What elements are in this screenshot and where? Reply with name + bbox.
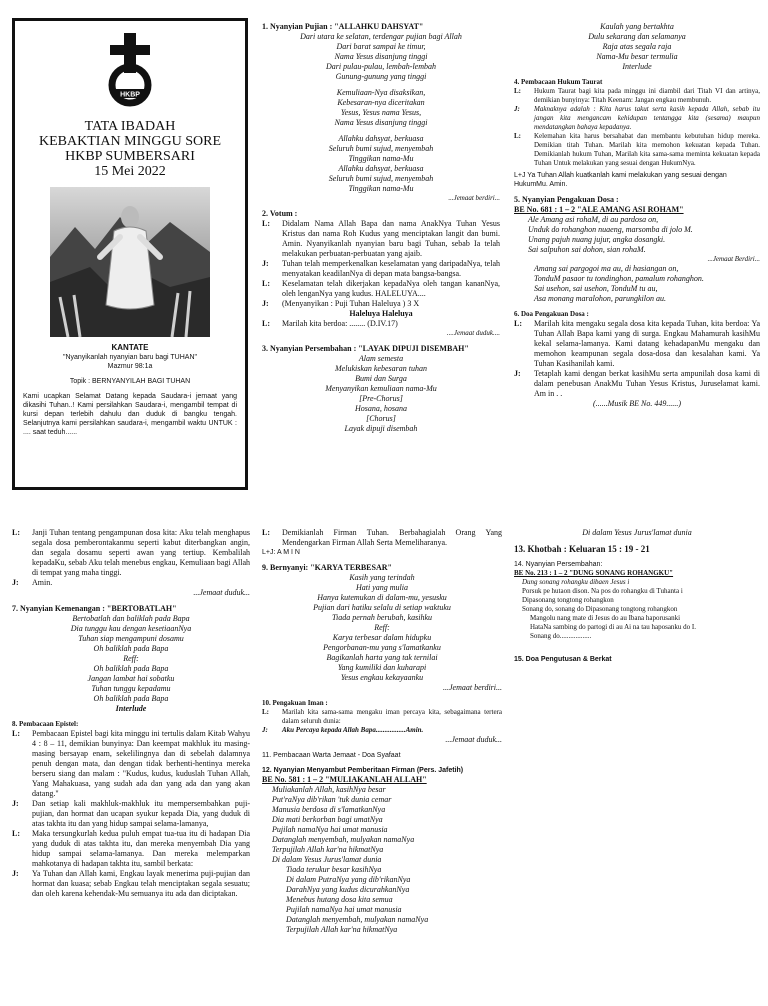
song-3-stanza-2: Kaulah yang bertakhta Dulu sekarang dan selamanya Raja atas segala raja Nama-Mu besar termulia Interlude <box>588 22 686 71</box>
blessing-heading: 15. Doa Pengutusan & Berkat <box>514 656 612 663</box>
votum-haleluya: Haleluya Haleluya <box>349 309 413 318</box>
votum-prayer: Marilah kita berdoa: ........ (D.IV.17) <box>282 319 398 328</box>
theme-label: KANTATE <box>111 343 149 352</box>
offering-song-stanza-1: Dung sonang rohangku dibaen Jesus i Porsuk pe hutaon dison. Na pos do rohangku di Tuhanta i Dipasonang tongtong rohangkon Sonang do, sonang do Dipasonang tongtong rohangkon <box>522 578 683 613</box>
song-1-stanza-2: Kemuliaan-Nya disaksikan, Kebesaran-nya diceritakan Yesus, Yesus nama Yesus, Nama Yesus disanjung tinggi <box>334 88 428 127</box>
offering-song-stanza-2: Mangolu nang mate di Jesus do au Ibana haporusanki HataNa sambing do partogi di au Ai na tau haposanku do I. Sonang do.................. <box>530 614 697 640</box>
order-panel-3: Kaulah yang bertakhta Dulu sekarang dan selamanya Raja atas segala raja Nama-Mu besar termulia Interlude 4. Pembacaan Hukum Taurat L: Hukum Taurat bagi kita pada minggu ini diambil dari Titah VI dan artinya, demikian bunyinya: Titah Keenam: Jangan engkau membunuh. J: Maknaknya adalah : Kita harus takut serta kasih kepada Allah, sebab itu jangan kita mengancam kehidupan tentangga kita (sesama) maupun mendatangkan bahaya kepadanya. L: Kelemahan kita harus bersahabat dan membantu kebutuhan hidup mereka. Demikian titah Tuhan. Marilah kita memohon kekuatan kepada Tuhan. Demikianlah hukum Tuhan, Marilah kita sama-sama meminta kekuatan kepada Tuhan Untuk melakukan yang sesuai dengan HukumNya. L+J Ya Tuhan Allah kuatkanlah kami melakukan yang sesuai dengan HukumMu. Amin. 5. Nyanyian Pengakuan Dosa : BE No. 681 : 1 – 2 "ALE AMANG ASI ROHAM" Ale Amang asi rohaM, di au pardosa on, Unduk do rohanghon nuaeng, marsomba di jolo M. Unang pajuh nuang jujur, angka dosangki. Sai salpuhon sai dohon, sian rohaM. ...Jemaat Berdiri... Amang sai pargogoi ma au, di hasiangan on, TonduM pasaor tu tondinghon, pamalum rohanghon. Sai usehon, sai usehon, TonduM tu au, Asa monang maralohon, parungkilon au. 6. Doa Pengakuan Dosa : L: Marilah kita mengaku segala dosa kita kepada Tuhan, kita berdoa: Ya Tuhan Allah Bapa kami yang di surga. Engkau Mahamurah kasihMu kekal selama-lamanya. Kami datang kehadapanMu mengaku dan memohon keampunan segala dosa-dosa dan kesalahan kami. Ya Tuhan Kasihanilah kami. J: Tetaplah kami dengan berkat kasihMu serta ampunilah dosa kami di dalam penebusan AnakMu Tuhan Yesus Kristus, Juruselamat kami. Am in . . (......Musik BE No. 449......) <box>514 22 760 408</box>
confession-song-ref: BE No. 681 : 1 – 2 "ALE AMANG ASI ROHAM" <box>514 205 684 214</box>
theme-ref: Mazmur 98:1a <box>107 363 153 370</box>
sermon-heading: 13. Khotbah : Keluaran 15 : 19 - 21 <box>514 544 650 554</box>
epistle-1: Pembacaan Epistel bagi kita minggu ini tertulis dalam Kitab Wahyu 4 : 8 – 11, demikian bunyinya: Dan keempat makhluk itu masing-masing bersayap enam, sekelilingnya dan di sebelah dalamnya penuh dengan mata, dan dengan tidak berhenti-hentinya mereka berseru siang dan malam : "Kudus, kudus, kuduslah Tuhan Allah, Yang Mahakuasa, yang sudah ada dan yang ada dan yang akan datang." <box>32 729 250 798</box>
song-12-heading: 12. Nyanyian Menyambut Pemberitaan Firman (Pers. Jafetih) <box>262 767 464 774</box>
song-12-last-line: Di dalam Yesus Jurus'lamat dunia <box>582 528 692 537</box>
topic: Topik : BERNYANYILAH BAGI TUHAN <box>69 378 191 385</box>
logo-text: HKBP <box>120 91 140 99</box>
votum-line-1: Didalam Nama Allah Bapa dan nama AnakNya Tuhan Yesus Kristus dan nama Roh Kudus yang menciptakan langit dan bumi. Amin. Nyanyikanlah nyanyian baru bagi Tuhan, sebab Ia telah melakukan perbuatan-perbuatan yang ajaib. <box>282 219 500 258</box>
cover-title-2: KEBAKTIAN MINGGU SORE <box>39 134 221 149</box>
rubric-music: (......Musik BE No. 449......) <box>593 399 681 408</box>
order-panel-6 <box>514 528 760 664</box>
song-12-stanza-2: Tiada terukur besar kasihNya Di dalam PutraNya yang dib'rikanNya DarahNya yang kudus dicurahkanNya Menebus hutang dosa kita semua Pujilah namaNya hai umat manusia Datanglah menyembah, mulyakan namaNya Terpujilah Allah kar'na hikmatNya <box>286 865 429 934</box>
epistle-3: Maka tersungkurlah kedua puluh empat tua-tua itu di hadapan Dia yang duduk di atas takhta itu, dan mereka menyembah Dia yang hidup sampai selama-lamanya. Dan mereka melemparkan mahkotanya di hadapan takhta itu, sambil berkata: <box>32 829 250 868</box>
law-meaning: Maknaknya adalah : Kita harus takut serta kasih kepada Allah, sebab itu jangan kita mengancam kehidupan tentangga kita (sesama) maupun mendatangkan bahaya kepadanya. <box>534 105 760 131</box>
rubric-sit: ....Jemaat duduk.... <box>446 329 500 337</box>
song-1-heading: 1. Nyanyian Pujian : "ALLAHKU DAHSYAT" <box>262 22 424 31</box>
confession-song-stanza-1: Ale Amang asi rohaM, di au pardosa on, Unduk do rohanghon nuaeng, marsomba di jolo M. Unang pajuh nuang jujur, angka dosangki. Sai salpuhon sai dohon, sian rohaM. <box>528 215 693 254</box>
song-9-stanza: Kasih yang terindah Hati yang mulia Hanya kutemukan di dalam-mu, yesusku Pujian dari hatiku selalu di setiap waktuku Tiada pernah berubah, kasihku Reff: Karya terbesar dalam hidupku Pengorbanan-mu yang s'lamatkanku Bagikanlah harta yang tak ternilai Yang kumiliki dan kuharapi Yesus engkau kekayaanku <box>313 573 451 682</box>
cover-title-1: TATA IBADAH <box>84 119 176 134</box>
absolution: Janji Tuhan tentang pengampunan dosa kita: Aku telah menghapus segala dosa pemberontakanmu seperti kabut diterbangkan angin, dan segala dosamu seperti awan yang tertiup. Kembalilah kepadaKu, sebab Aku telah menebus engkau, Kemuliaan bagi Allah di tempat yang maha tinggi. <box>32 528 250 577</box>
word-of-god: Demikianlah Firman Tuhan. Berbahagialah Orang Yang Mendengarkan Firman Allah Serta Memeliharanya. <box>282 528 502 547</box>
confession-prayer-2: Tetaplah kami dengan berkat kasihMu serta ampunilah dosa kami di dalam penebusan AnakMu Tuhan Yesus Kristus, Juruselamat kami. Am in . . <box>534 369 760 398</box>
epistle-2: Dan setiap kali makhluk-makhluk itu mempersembahkan puji-pujian, dan hormat dan ucapan syukur kepada Dia, yang duduk di atas takhta itu dan yang hidup sampai selama-lamanya, <box>32 799 250 828</box>
offering-song-heading: 14. Nyanyian Persembahan: <box>514 561 603 568</box>
law-response: L+J Ya Tuhan Allah kuatkanlah kami melakukan yang sesuai dengan HukumMu. Amin. <box>514 172 727 188</box>
theme-quote: "Nyanyikanlah nyanyian baru bagi TUHAN" <box>62 354 198 361</box>
order-panel-2: 1. Nyanyian Pujian : "ALLAHKU DAHSYAT" Dari utara ke selatan, terdengar pujian bagi Allah Dari barat sampai ke timur, Nama Yesus disanjung tinggi Dari pulau-pulau, lembah-lembah Gunung-gunung yang tinggi Kemuliaan-Nya disaksikan, Kebesaran-nya diceritakan Yesus, Yesus nama Yesus, Nama Yesus disanjung tinggi Allahku dahsyat, berkuasa Seluruh bumi sujud, menyembah Tinggikan nama-Mu Allahku dahsyat, berkuasa Seluruh bumi sujud, menyembah Tinggikan nama-Mu ...Jemaat berdiri... 2. Votum : L: Didalam Nama Allah Bapa dan nama AnakNya Tuhan Yesus Kristus dan nama Roh Kudus yang menciptakan langit dan bumi. Amin. Nyanyikanlah nyanyian baru bagi Tuhan, sebab Ia telah melakukan perbuatan-perbuatan yang ajaib. J: Tuhan telah memperkenalkan keselamatan yang daripadaNya, telah menyatakan keadilanNya di depan mata bangsa-bangsa. L: Keselamatan telah dikerjakan kepadaNya oleh tangan kananNya, oleh lenganNya yang kudus. HALELUYA.... J: (Menyanyikan : Puji Tuhan Haleluya ) 3 X Haleluya Haleluya L: Marilah kita berdoa: ........ (D.IV.17) ....Jemaat duduk.... 3. Nyanyian Persembahan : "LAYAK DIPUJI DISEMBAH" Alam semesta Melukiskan kebesaran tuhan Bumi dan Surga Menyanyikan kemuliaan nama-Mu [Pre-Chorus] Hosana, hosana [Chorus] Layak dipuji disembah <box>262 22 500 433</box>
song-1-stanza-3: Allahku dahsyat, berkuasa Seluruh bumi sujud, menyembah Tinggikan nama-Mu Allahku dahsyat, berkuasa Seluruh bumi sujud, menyembah Tinggikan nama-Mu <box>328 134 434 193</box>
creed-heading: 10. Pengakuan Iman : <box>262 699 328 707</box>
amen-response: L+J: A M I N <box>262 549 300 556</box>
rubric-stand: ...Jemaat berdiri... <box>448 194 500 202</box>
votum-line-3: Keselamatan telah dikerjakan kepadaNya oleh tangan kananNya, oleh lenganNya yang kudus. HALELUYA.... <box>282 279 500 298</box>
victory-song-stanza: Bertobatlah dan baliklah pada Bapa Dia tunggu kau dengan kesetiaanNya Tuhan siap mengampuni dosamu Oh baliklah pada Bapa Reff: Oh baliklah pada Bapa Jangan lambat hai sobatku Tuhan tunggu kepadamu Oh baliklah pada Bapa Interlude <box>70 614 192 713</box>
cover-panel <box>12 18 248 490</box>
rubric-sit-3: ...Jemaat duduk... <box>445 735 502 744</box>
song-12-ref: BE No. 581 : 1 – 2 "MULIAKANLAH ALLAH" <box>262 775 427 784</box>
confession-prayer-1: Marilah kita mengaku segala dosa kita kepada Tuhan, kita berdoa: Ya Tuhan Allah Bapa kami yang di surga. Engkau Mahamurah kasihMu kekal selama-lamanya. Kami datang kehadapanMu mengaku dan memohon keampunan segala dosa-dosa dan kesalahan kami. Ya Tuhan Kasihanilah kami. <box>534 319 760 368</box>
creed-line-2: Aku Percaya kepada Allah Bapa.................Amin. <box>282 726 424 734</box>
rubric-stand-2: ...Jemaat Berdiri... <box>707 255 760 263</box>
rubric-sit-2: ...Jemaat duduk... <box>193 588 250 597</box>
law-line-2: Kelemahan kita harus bersahabat dan membantu kebutuhan hidup mereka. Demikian titah Tuhan. Marilah kita memohon kekuatan kepada Tuhan. Demikianlah hukum Tuhan, Marilah kita sama-sama meminta kekuatan kepada Tuhan Untuk melakukan yang sesuai dengan HukumNya. <box>534 132 760 167</box>
order-panel-5: L: Demikianlah Firman Tuhan. Berbahagialah Orang Yang Mendengarkan Firman Allah Serta Memeliharanya. L+J: A M I N 9. Bernyanyi: "KARYA TERBESAR" Kasih yang terindah Hati yang mulia Hanya kutemukan di dalam-mu, yesusku Pujian dari hatiku selalu di setiap waktuku Tiada pernah berubah, kasihku Reff: Karya terbesar dalam hidupku Pengorbanan-mu yang s'lamatkanku Bagikanlah harta yang tak ternilai Yang kumiliki dan kuharapi Yesus engkau kekayaanku ...Jemaat berdiri... 10. Pengakuan Iman : L: Marilah kita sama-sama mengaku iman percaya kita, sebagaimana tertera dalam seluruh dunia: J: Aku Percaya kepada Allah Bapa.................Amin. ...Jemaat duduk... 11. Pembacaan Warta Jemaat - Doa Syafaat 12. Nyanyian Menyambut Pemberitaan Firman (Pers. Jafetih) BE No. 581 : 1 – 2 "MULIAKANLAH ALLAH" Muliakanlah Allah, kasihNya besar Put'raNya dib'rikan 'tuk dunia cemar Manusia berdosa di s'lamatkanNya Dia mati berkorban bagi umatNya Pujilah namaNya hai umat manusia Datanglah menyembah, mulyakan namaNya Terpujilah Allah kar'na hikmatNya Di dalam Yesus Jurus'lamat dunia Tiada terukur besar kasihNya Di dalam PutraNya yang dib'rikanNya DarahNya yang kudus dicurahkanNya Menebus hutang dosa kita semua Pujilah namaNya hai umat manusia Datanglah menyembah, mulyakan namaNya Terpujilah Allah kar'na hikmatNya <box>262 528 502 934</box>
epistle-heading: 8. Pembacaan Epistel: <box>12 720 79 728</box>
votum-line-4: (Menyanyikan : Puji Tuhan Haleluya ) 3 X <box>282 299 420 308</box>
cover-title-3: HKBP SUMBERSARI <box>65 149 195 164</box>
epistle-4: Ya Tuhan dan Allah kami, Engkau layak menerima puji-pujian dan hormat dan kuasa; sebab Engkau telah menciptakan segala sesuatu; dan oleh karena kehendak-Mu semuanya itu ada dan diciptakan. <box>32 869 250 898</box>
welcome-text: Kami ucapkan Selamat Datang kepada Saudara-i jemaat yang dikasihi Tuhan..! Kami persilahkan Saudara-i, mengambil tempat di kursi depan terlebih dahulu dan duduk di bangku tengah. Selanjutnya kami persilahkan saudara-i, mengambil waktu UNTUK : .... saat teduh...... <box>23 393 237 436</box>
law-heading: 4. Pembacaan Hukum Taurat <box>514 78 603 86</box>
song-3-stanza: Alam semesta Melukiskan kebesaran tuhan Bumi dan Surga Menyanyikan kemuliaan nama-Mu [Pre-Chorus] Hosana, hosana [Chorus] Layak dipuji disembah <box>325 354 437 433</box>
victory-song-heading: 7. Nyanyian Kemenangan : "BERTOBATLAH" <box>12 604 177 613</box>
confession-song-stanza-2: Amang sai pargogoi ma au, di hasiangan on, TonduM pasaor tu tondinghon, pamalum rohanghon. Sai usehon, sai usehon, TonduM tu au, Asa monang maralohon, parungkilon au. <box>534 264 704 303</box>
confession-prayer-heading: 6. Doa Pengakuan Dosa : <box>514 310 589 318</box>
rubric-stand-3: ...Jemaat berdiri... <box>442 683 502 692</box>
absolution-amen: Amin. <box>32 578 53 587</box>
song-1-stanza-1: Dari utara ke selatan, terdengar pujian bagi Allah Dari barat sampai ke timur, Nama Yesus disanjung tinggi Dari pulau-pulau, lembah-lembah Gunung-gunung yang tinggi <box>300 32 462 81</box>
cover-date: 15 Mei 2022 <box>94 164 166 179</box>
votum-heading: 2. Votum : <box>262 209 298 218</box>
creed-line-1: Marilah kita sama-sama mengaku iman percaya kita, sebagaimana tertera dalam seluruh dunia: <box>282 708 502 725</box>
song-9-heading: 9. Bernyanyi: "KARYA TERBESAR" <box>262 563 392 572</box>
order-panel-4: L: Janji Tuhan tentang pengampunan dosa kita: Aku telah menghapus segala dosa pemberontakanmu seperti kabut diterbangkan angin, dan segala dosamu seperti awan yang tertiup. Kembalilah kepadaKu, sebab Aku telah menebus engkau, Kemuliaan bagi Allah di tempat yang maha tinggi. J: Amin. ...Jemaat duduk... 7. Nyanyian Kemenangan : "BERTOBATLAH" Bertobatlah dan baliklah pada Bapa Dia tunggu kau dengan kesetiaanNya Tuhan siap mengampuni dosamu Oh baliklah pada Bapa Reff: Oh baliklah pada Bapa Jangan lambat hai sobatku Tuhan tunggu kepadamu Oh baliklah pada Bapa Interlude 8. Pembacaan Epistel: L: Pembacaan Epistel bagi kita minggu ini tertulis dalam Kitab Wahyu 4 : 8 – 11, demikian bunyinya: Dan keempat makhluk itu masing-masing bersayap enam, sekelilingnya dan di sebelah dalamnya penuh dengan mata, dan dengan tidak berhenti-hentinya mereka berseru siang dan malam : "Kudus, kudus, kuduslah Tuhan Allah, Yang Mahakuasa, yang sudah ada dan yang ada dan yang akan datang." J: Dan setiap kali makhluk-makhluk itu mempersembahkan puji-pujian, dan hormat dan ucapan syukur kepada Dia, yang duduk di atas takhta itu dan yang hidup sampai selama-lamanya, L: Maka tersungkurlah kedua puluh empat tua-tua itu di hadapan Dia yang duduk di atas takhta itu, dan mereka menyembah Dia yang hidup sampai selama-lamanya. Dan mereka melemparkan mahkotanya di hadapan takhta itu, sambil berkata: J: Ya Tuhan dan Allah kami, Engkau layak menerima puji-pujian dan hormat dan kuasa; sebab Engkau telah menciptakan segala sesuatu; dan oleh karena kehendak-Mu semuanya itu ada dan diciptakan. <box>12 528 250 898</box>
announcements-heading: 11. Pembacaan Warta Jemaat - Doa Syafaat <box>262 752 401 759</box>
votum-line-2: Tuhan telah memperkenalkan keselamatan yang daripadaNya, telah menyatakan keadilanNya di depan mata bangsa-bangsa. <box>282 259 500 278</box>
song-12-stanza-1: Muliakanlah Allah, kasihNya besar Put'raNya dib'rikan 'tuk dunia cemar Manusia berdosa di s'lamatkanNya Dia mati berkorban bagi umatNya Pujilah namaNya hai umat manusia Datanglah menyembah, mulyakan namaNya Terpujilah Allah kar'na hikmatNya Di dalam Yesus Jurus'lamat dunia <box>272 785 415 864</box>
law-line-1: Hukum Taurat bagi kita pada minggu ini diambil dari Titah VI dan artinya, demikian bunyinya: Titah Keenam: Jangan engkau membunuh. <box>534 87 760 104</box>
song-3-heading: 3. Nyanyian Persembahan : "LAYAK DIPUJI DISEMBAH" <box>262 344 469 353</box>
jesus-waterfall-photo <box>50 187 210 337</box>
confession-song-heading: 5. Nyanyian Pengakuan Dosa : <box>514 195 619 204</box>
hkbp-cross-logo <box>104 31 156 109</box>
offering-song-ref: BE No. 213 : 1 – 2 "DUNG SONANG ROHANGKU" <box>514 569 674 577</box>
